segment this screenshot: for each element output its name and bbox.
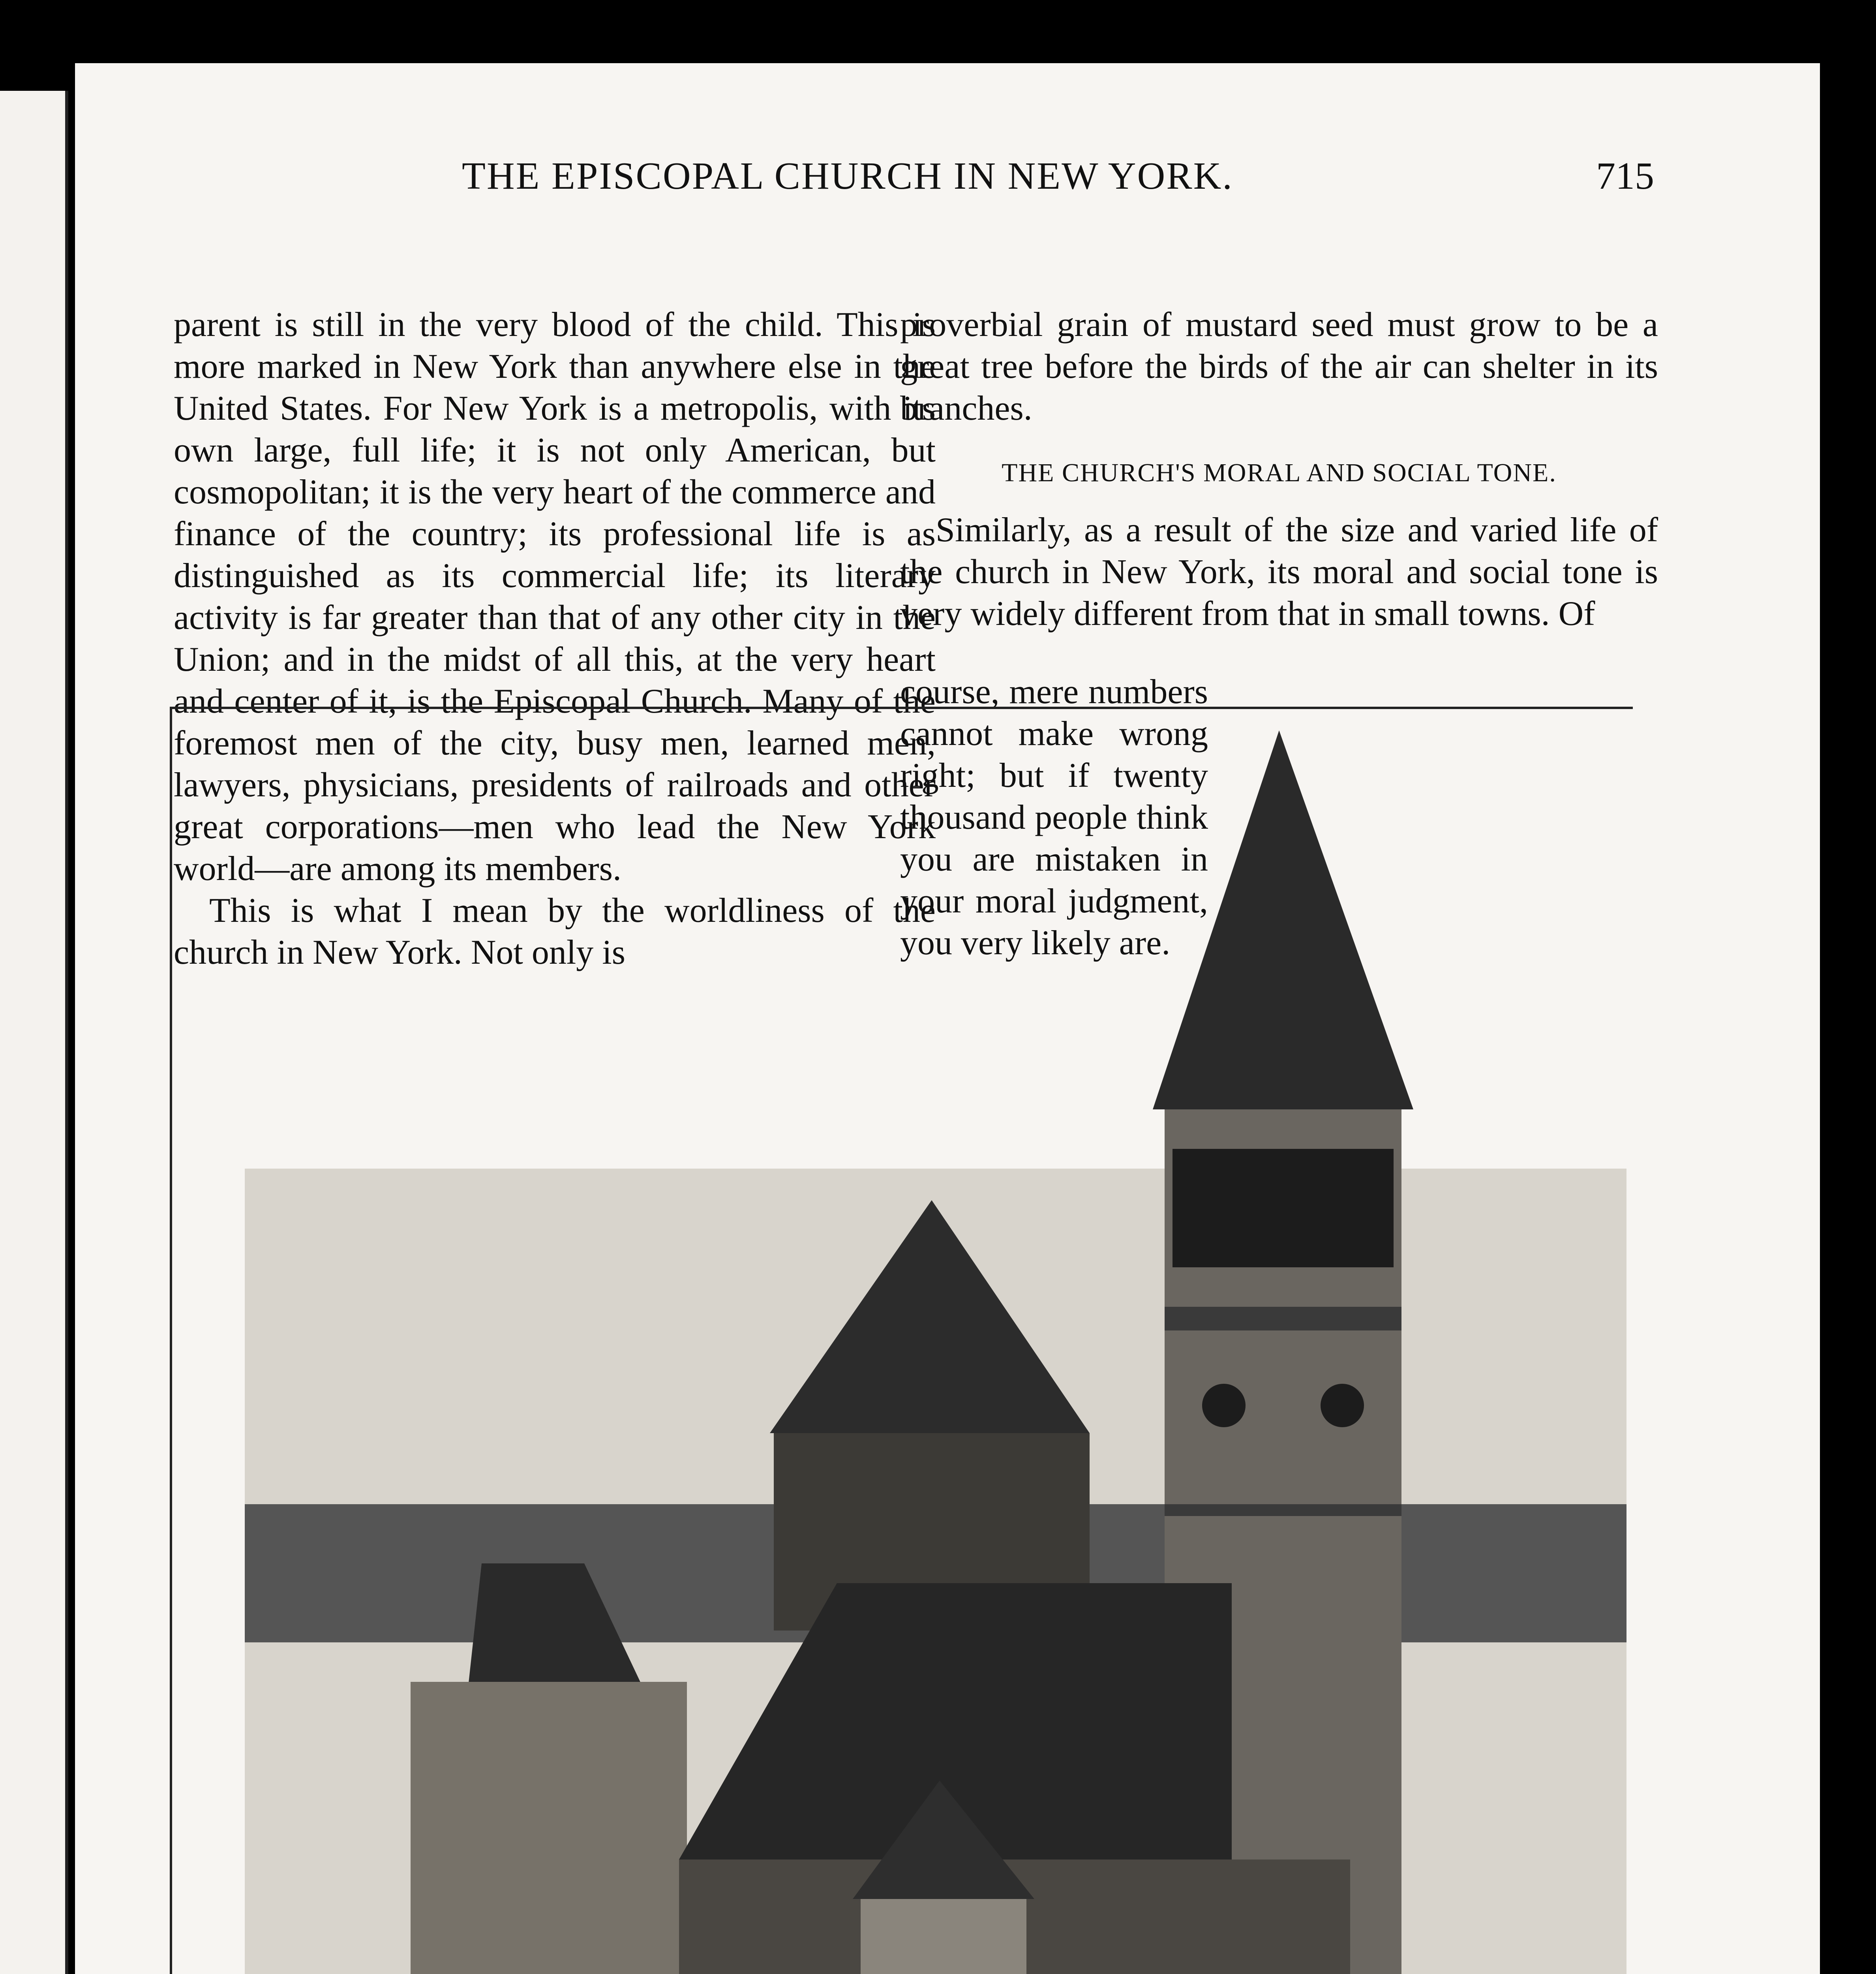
running-head: THE EPISCOPAL CHURCH IN NEW YORK.	[462, 155, 1233, 197]
church-photograph	[245, 715, 1626, 1974]
top-right-paragraph-2-block	[900, 509, 1658, 635]
top-right-paragraph-1: proverbial grain of mustard seed must grow to be a great tree before the birds of the air can shelter in its branches.	[900, 306, 1658, 428]
page-number: 715	[1596, 155, 1654, 197]
chapel-left-facade	[411, 1682, 687, 1974]
porch-facade	[861, 1899, 1026, 1974]
top-right-paragraph-2: Similarly, as a result of the size and varied life of the church in New York, its moral and social tone is very widely different from that in small towns. Of	[900, 511, 1658, 633]
top-right-column	[900, 304, 1658, 430]
top-left-paragraph-1: parent is still in the very blood of the child. This is more marked in New York than anywhere else in the United States. For New York is a metropolis, with its own large, full life; it is not only American, but cosmopolitan; it is the very heart of the commerce and finance of the country; its professional life is as distinguished as its commercial life; its literary activity is far greater than that of any other city in the Union; and in the midst of all this, at the very heart and center of it, is the Episcopal Church. Many of the foremost men of the city, busy men, learned men, lawyers, physicians, presidents of railroads and other great corporations—men who lead the New York world—are among its members.	[174, 306, 936, 888]
narrow-wrap-text: course, mere numbers cannot make wrong right; but if twenty thousand people think you are mistaken in your moral judgment, you very likely are.	[900, 673, 1208, 962]
top-left-paragraph-2: This is what I mean by the worldliness of the church in New York. Not only is	[174, 891, 936, 972]
adjacent-page-edge	[0, 91, 68, 1974]
section-heading: THE CHURCH'S MORAL AND SOCIAL TONE.	[1002, 458, 1557, 487]
